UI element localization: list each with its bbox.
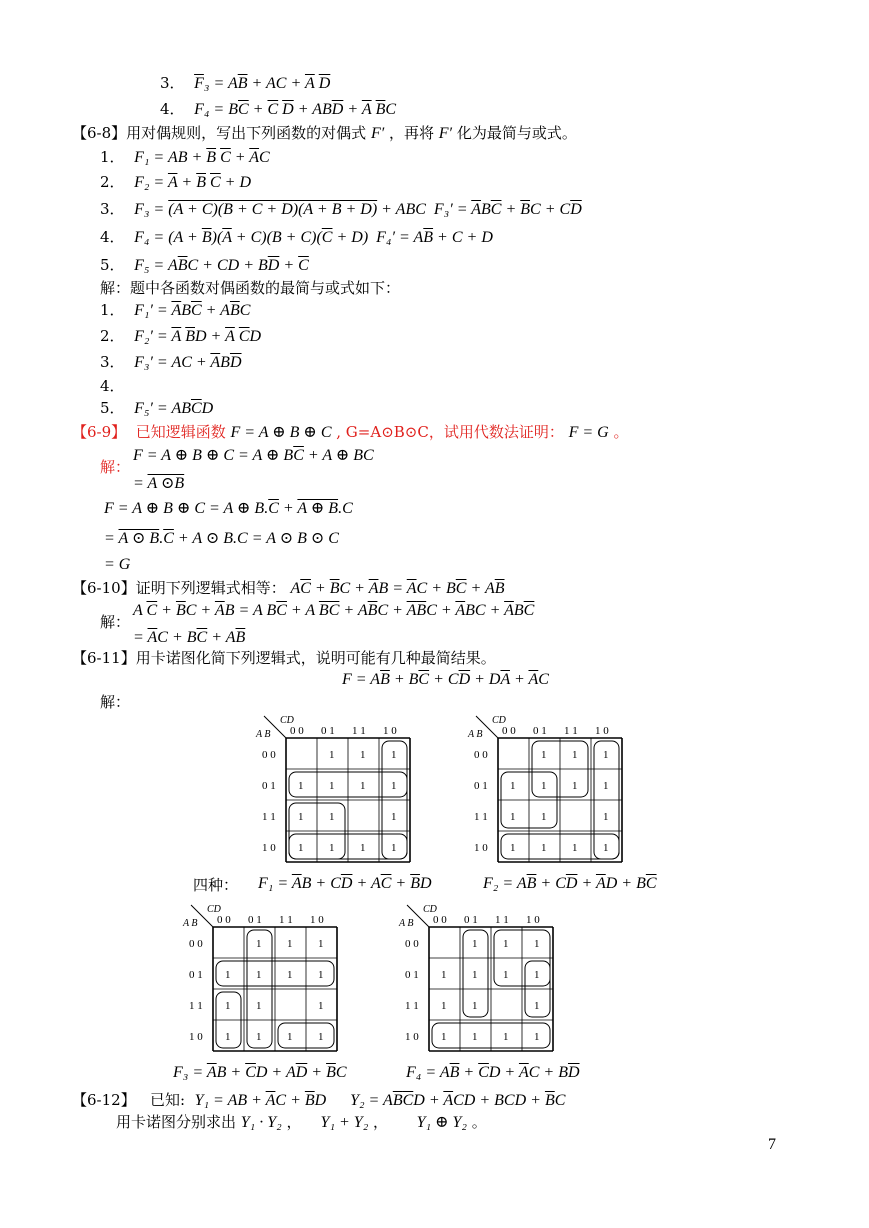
kmap-cell-value: 1 [318,1000,324,1012]
p610-solution-label: 解： [100,613,131,631]
p68-answer-3: 3． F₃′ = AC + $\overline{A}B\overline{D}$ [100,353,242,371]
kmap-cell-value: 1 [510,811,516,823]
kmap-cell-value: 1 [318,969,324,981]
kmap-cell-value: 1 [503,1031,509,1043]
p610-line-2: = $\overline{A}C + B\overline{C} + A\overline{B}$ [133,629,246,646]
kmap-cell-value: 1 [287,1031,293,1043]
kmap-col-label: 0 0 [290,725,304,737]
kmap-cell-value: 1 [329,780,335,792]
kmap-cell-value: 1 [603,842,609,854]
item-3: 3． $\overline{F}_3 = A\overline{B}$ + AC + $\overline{A}$ $\overline{D}$ [160,74,331,92]
problem-6-10-title: 【6-10】证明下列逻辑式相等： $A\overline{C} + \overline{B}C + \overline{A}B = \overline{A}C + B\overline{C} + A\overline{B}$ [72,579,505,597]
p69-line-2: = A ⊙B [133,475,185,492]
p68-item-5: 5． $F_5 = A\overline{B}C$ + CD + $B\overline{D} + \overline{C}$ [100,256,309,274]
p68-item-4: 4． $F_4 = (A + \overline{B})(\overline{A} + C)(B + C)(\overline{C} + D)$ $F_4' = A\overline{B} + C + D$ [100,228,493,246]
kmap-col-label: 1 1 [564,725,578,737]
kmap-col-label: 1 0 [310,914,324,926]
p69-line-4: = A ⊙ $B.\overline{C} + A$ ⊙ B.C = A ⊙ B ⊙ C [104,530,339,547]
kmap-cell-value: 1 [329,842,335,854]
kmap-cell-value: 1 [318,1031,324,1043]
kmap-cell-value: 1 [441,969,447,981]
p69-line-3: F = A ⊕ B ⊕ C = A ⊕ $B.\overline{C} + A$ ⊕ B.C [104,500,353,517]
kmap-cell-value: 1 [541,811,547,823]
kmap-row-var: A B [468,729,483,740]
kmap-cell-value: 1 [503,969,509,981]
kmap-col-label: 0 0 [217,914,231,926]
kmap-cell-value: 1 [391,749,397,761]
kmap-col-label: 1 1 [279,914,293,926]
result-f3: $F_3 = \overline{A}B + \overline{C}D + A\overline{D} + \overline{B}C$ [173,1064,347,1081]
kmap-cell-value: 1 [391,780,397,792]
p69-line-1: F = A ⊕ B ⊕ C = A ⊕ $B\overline{C} + A$ ⊕ BC [133,447,374,464]
p610-line-1: A $\overline{C} + \overline{B}C + \overline{A}B = A$ $B\overline{C} + A$ $\overline{BC} + A\overline{B}C + \overline{A}\overline{B}C + \overline{A}BC + \overline{A}B\overline{C}$ [133,602,535,619]
kmap-cell-value: 1 [603,780,609,792]
p68-answer-2: 2． $F_2' = \overline{A}$ $\overline{B}D + \overline{A}$ $\overline{C}D$ [100,327,262,345]
kmap-cell-value: 1 [298,811,304,823]
p68-solution-intro: 解：题中各函数对偶函数的最简与或式如下： [100,279,401,297]
p611-solution-label: 解： [100,693,131,711]
kmap-cell-value: 1 [391,842,397,854]
kmap-col-label: 1 0 [383,725,397,737]
kmap-cell-value: 1 [441,1031,447,1043]
kmap-col-label: 0 0 [502,725,516,737]
problem-6-9-title: 【6-9】 已知逻辑函数 F = A ⊕ B ⊕ C , G=A⊙B⊙C，试用代数法证明： F = G 。 [72,423,629,441]
result-f2: $F_2 = A\overline{B} + C\overline{D} + \overline{A}D + B\overline{C}$ [483,875,657,892]
p68-answer-4: 4． [100,377,125,395]
kmap-cell-value: 1 [256,938,262,950]
item-4: 4． $F_4 = B\overline{C} + \overline{C}$ $\overline{D} + AB\overline{D} + \overline{A}$ $\overline{B}C$ [160,100,397,118]
kmap-cell-value: 1 [472,1031,478,1043]
kmap-4 [397,903,557,1055]
kmap-row-label: 0 0 [189,938,203,950]
kmap-col-label: 0 1 [464,914,478,926]
kmap-row-label: 1 1 [405,1000,419,1012]
p68-answer-1: 1． $F_1' = \overline{A}B\overline{C} + A\overline{B}C$ [100,301,251,319]
kmap-row-label: 0 0 [474,749,488,761]
kmap-cell-value: 1 [572,749,578,761]
kmap-cell-value: 1 [472,1000,478,1012]
kmap-col-label: 1 0 [526,914,540,926]
kmap-col-label: 0 0 [433,914,447,926]
kmap-row-label: 0 0 [262,749,276,761]
kmap-cell-value: 1 [534,1031,540,1043]
p69-line-5: = G [104,556,131,573]
kmap-cell-value: 1 [287,969,293,981]
kmap-row-label: 1 0 [262,842,276,854]
kmap-cell-value: 1 [256,969,262,981]
p612-line-2: 用卡诺图分别求出 Y₁ · Y₂ ， Y₁ + Y₂ ， Y₁ ⊕ Y₂ 。 [116,1113,487,1131]
kmap-col-var: CD [207,904,221,915]
kmap-col-label: 0 1 [248,914,262,926]
kmap-cell-value: 1 [572,842,578,854]
kmap-col-label: 0 1 [321,725,335,737]
p68-item-1: 1． F₁ = AB + $\overline{B}$ $\overline{C} + \overline{A}C$ [100,148,270,166]
p68-item-2: 2． $F_2 = \overline{A} + \overline{B}$ $\overline{C} + D$ [100,173,252,191]
p68-item-3: 3． F₃ = (A + C)(B + C + D)(A + B + D) + ABC $F_3' = \overline{A}B\overline{C} + \overline{B}C + C\overline{D}$ [100,200,582,218]
problem-6-8-title: 【6-8】用对偶规则，写出下列函数的对偶式 F′ ，再将 F′ 化为最简与或式。 [72,124,577,142]
kmap-cell-value: 1 [256,1000,262,1012]
kmap-cell-value: 1 [503,938,509,950]
kmap-2 [466,714,626,866]
kmap-col-var: CD [280,715,294,726]
kmap-cell-value: 1 [441,1000,447,1012]
kmap-cell-value: 1 [472,969,478,981]
result-f4: $F_4 = A\overline{B} + \overline{C}D + \overline{A}C + B\overline{D}$ [406,1064,580,1081]
kmap-cell-value: 1 [510,842,516,854]
kmap-cell-value: 1 [534,938,540,950]
kmap-1 [254,714,414,866]
kmap-cell-value: 1 [329,811,335,823]
kmap-cell-value: 1 [360,842,366,854]
kmap-row-label: 0 1 [405,969,419,981]
kmap-row-label: 1 0 [405,1031,419,1043]
kmap-row-var: A B [256,729,271,740]
kmap-cell-value: 1 [318,938,324,950]
kmap-row-label: 1 0 [474,842,488,854]
problem-6-12-title: 【6-12】 已知: Y₁ = AB + $\overline{A}C + \overline{B}D$ $Y_2 = A\overline{B}\overline{C}D + \overline{A}CD$ + BCD + $\overline{B}C$ [72,1091,566,1109]
kmap-col-var: CD [423,904,437,915]
kmap-row-label: 1 1 [189,1000,203,1012]
kmap-cell-value: 1 [298,842,304,854]
kmap-cell-value: 1 [510,780,516,792]
kmap-row-label: 1 0 [189,1031,203,1043]
p68-answer-5: 5． $F_5' = AB\overline{C}D$ [100,399,214,417]
kmap-row-label: 0 1 [262,780,276,792]
kmap-cell-value: 1 [572,780,578,792]
kmap-cell-value: 1 [541,842,547,854]
kmap-cell-value: 1 [603,749,609,761]
kmap-cell-value: 1 [391,811,397,823]
page-number: 7 [768,1136,776,1153]
kmap-col-label: 1 1 [352,725,366,737]
kmap-row-var: A B [399,918,414,929]
kmap-cell-value: 1 [225,1031,231,1043]
kmap-row-label: 0 0 [405,938,419,950]
kmap-col-label: 1 0 [595,725,609,737]
problem-6-11-title: 【6-11】用卡诺图化简下列逻辑式，说明可能有几种最简结果。 [72,649,496,667]
kmap-3 [181,903,341,1055]
kmap-cell-value: 1 [256,1031,262,1043]
kmap-cell-value: 1 [534,1000,540,1012]
p611-formula: $F = A\overline{B} + B\overline{C} + C\overline{D} + D\overline{A} + \overline{A}C$ [342,671,549,688]
kmap-cell-value: 1 [225,1000,231,1012]
kmap-row-label: 0 1 [474,780,488,792]
kmap-col-label: 0 1 [533,725,547,737]
kmap-cell-value: 1 [541,780,547,792]
kmap-cell-value: 1 [472,938,478,950]
kmap-cell-value: 1 [329,749,335,761]
kmap-row-label: 0 1 [189,969,203,981]
kmap-cell-value: 1 [287,938,293,950]
kmap-col-label: 1 1 [495,914,509,926]
kmap-cell-value: 1 [534,969,540,981]
kmap-col-var: CD [492,715,506,726]
kmap-row-var: A B [183,918,198,929]
kmap-cell-value: 1 [603,811,609,823]
kmap-cell-value: 1 [541,749,547,761]
result-f1: $F_1 = \overline{A}B + C\overline{D} + A\overline{C} + \overline{B}D$ [258,875,432,892]
kmap-cell-value: 1 [225,969,231,981]
kmap-row-label: 1 1 [474,811,488,823]
kmap-row-label: 1 1 [262,811,276,823]
four-label: 四种： [193,876,239,894]
kmap-cell-value: 1 [360,780,366,792]
kmap-cell-value: 1 [298,780,304,792]
kmap-cell-value: 1 [360,749,366,761]
p69-solution-label: 解： [100,458,131,476]
